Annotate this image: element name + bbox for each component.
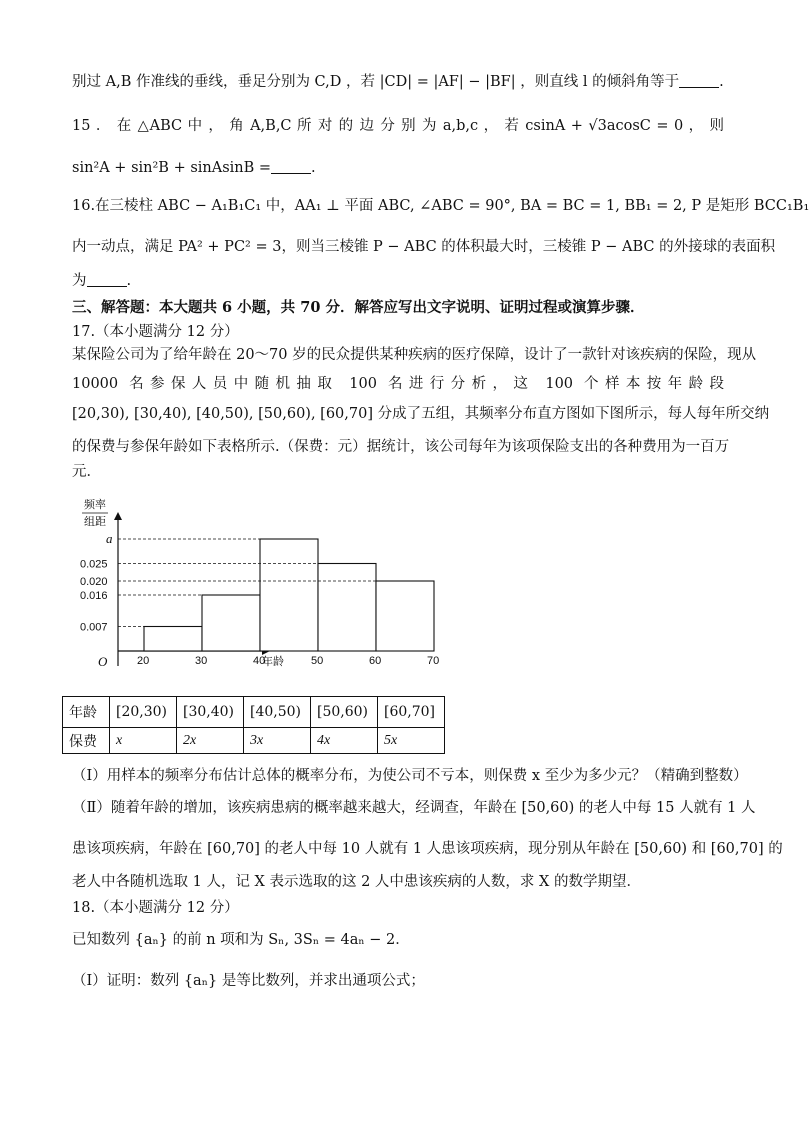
origin-label: O [98,654,108,669]
x-tick-label: 30 [195,655,208,667]
histogram-bar [260,539,318,651]
x-tick-label: 70 [427,655,440,667]
q17-para-2: 10000 名参保人员中随机抽取 100 名进行分析，这 100 个样本按年龄段 [72,376,724,392]
q14-tail: 别过 A,B 作准线的垂线，垂足分别为 C,D ，若 |CD| = |AF| − |BF| ，则直线 l 的倾斜角等于 . [72,74,724,90]
q15-line2: sin²A + sin²B + sinAsinB = . [72,160,316,176]
x-tick-label: 60 [369,655,382,667]
x-tick-label: 50 [311,655,324,667]
q16-line1: 16.在三棱柱 ABC − A₁B₁C₁ 中，AA₁ ⊥ 平面 ABC, ∠ABC = 90°, BA = BC = 1, BB₁ = 2, P 是矩形 BCC₁B₁ [72,198,809,214]
frequency-histogram [72,496,440,676]
answer-blank[interactable] [271,159,311,174]
histogram-bar [318,564,376,652]
answer-blank[interactable] [87,272,127,287]
q18-part1: （Ⅰ）证明：数列 {aₙ} 是等比数列，并求出通项公式； [72,973,425,989]
age-cell: [50,60) [311,697,378,728]
q17-part2-line3: 老人中各随机选取 1 人，记 X 表示选取的这 2 人中患该疾病的人数，求 X 的数学期望． [72,874,641,890]
row-header-age: 年龄 [63,697,110,728]
fee-cell: 4x [311,728,378,754]
y-label-bottom: 组距 [84,516,106,528]
q17-para-3: [20,30), [30,40), [40,50), [50,60), [60,70] 分成了五组，其频率分布直方图如下图所示，每人每年所交纳 [72,406,770,422]
q18-stem: 已知数列 {aₙ} 的前 n 项和为 Sₙ, 3Sₙ = 4aₙ − 2． [72,932,410,948]
table-row [63,728,445,754]
histogram-bar [376,581,434,651]
q17-part2-line1: （Ⅱ）随着年龄的增加，该疾病患病的概率越来越大，经调查，年龄在 [50,60) 的老人中每 15 人就有 1 人 [72,800,756,816]
y-tick-label: a [106,531,113,546]
q14-text: 别过 A,B 作准线的垂线，垂足分别为 C,D ，若 |CD| = |AF| − |BF| ，则直线 l 的倾斜角等于 [72,74,680,90]
answer-blank[interactable] [679,73,719,88]
y-tick-label: 0.016 [80,590,108,602]
age-cell: [60,70] [378,697,445,728]
q17-para-5: 元． [72,464,101,480]
x-tick-label: 20 [137,655,150,667]
q18-header: 18.（本小题满分 12 分） [72,900,239,916]
y-tick-label: 0.007 [80,621,108,634]
y-label-top: 频率 [84,499,106,511]
histogram-bar [202,595,260,651]
q16-line2: 内一动点，满足 PA² + PC² = 3，则当三棱锥 P − ABC 的体积最大时，三棱锥 P − ABC 的外接球的表面积 [72,239,776,255]
q17-part2-line2: 患该项疾病，年龄在 [60,70] 的老人中每 10 人就有 1 人患该项疾病，现分别从年龄在 [50,60) 和 [60,70] 的 [72,841,783,857]
x-axis-label: 年龄 [262,656,284,668]
q17-para-1: 某保险公司为了给年龄在 20～70 岁的民众提供某种疾病的医疗保障，设计了一款针对该疾病的保险，现从 [72,347,757,363]
q17-header: 17.（本小题满分 12 分） [72,324,239,340]
y-axis-arrow [114,512,122,520]
fee-cell: 5x [378,728,445,754]
age-cell: [40,50) [244,697,311,728]
fee-cell: x [110,728,177,754]
section-heading: 三、解答题：本大题共 6 小题，共 70 分．解答应写出文字说明、证明过程或演算步骤． [72,299,645,316]
histogram-bar [144,627,202,652]
y-tick-label: 0.025 [80,558,108,571]
row-header-fee: 保费 [63,728,110,754]
fee-table [62,696,445,754]
q17-para-4: 的保费与参保年龄如下表格所示.（保费：元）据统计，该公司每年为该项保险支出的各种费用为一百万 [72,439,730,455]
age-cell: [20,30) [110,697,177,728]
fee-cell: 2x [177,728,244,754]
q16-line3: 为 . [72,273,132,289]
age-cell: [30,40) [177,697,244,728]
x-tick-label: 40 [253,655,266,667]
q15-line1: 15 ． 在 △ABC 中 ， 角 A,B,C 所 对 的 边 分 别 为 a,b,c ， 若 csinA + √3acosC = 0 ， 则 [72,118,724,134]
table-row [63,697,445,728]
fee-cell: 3x [244,728,311,754]
y-tick-label: 0.020 [80,576,108,588]
q17-part1: （Ⅰ）用样本的频率分布估计总体的概率分布，为使公司不亏本，则保费 x 至少为多少元？（精确到整数） [72,768,748,784]
